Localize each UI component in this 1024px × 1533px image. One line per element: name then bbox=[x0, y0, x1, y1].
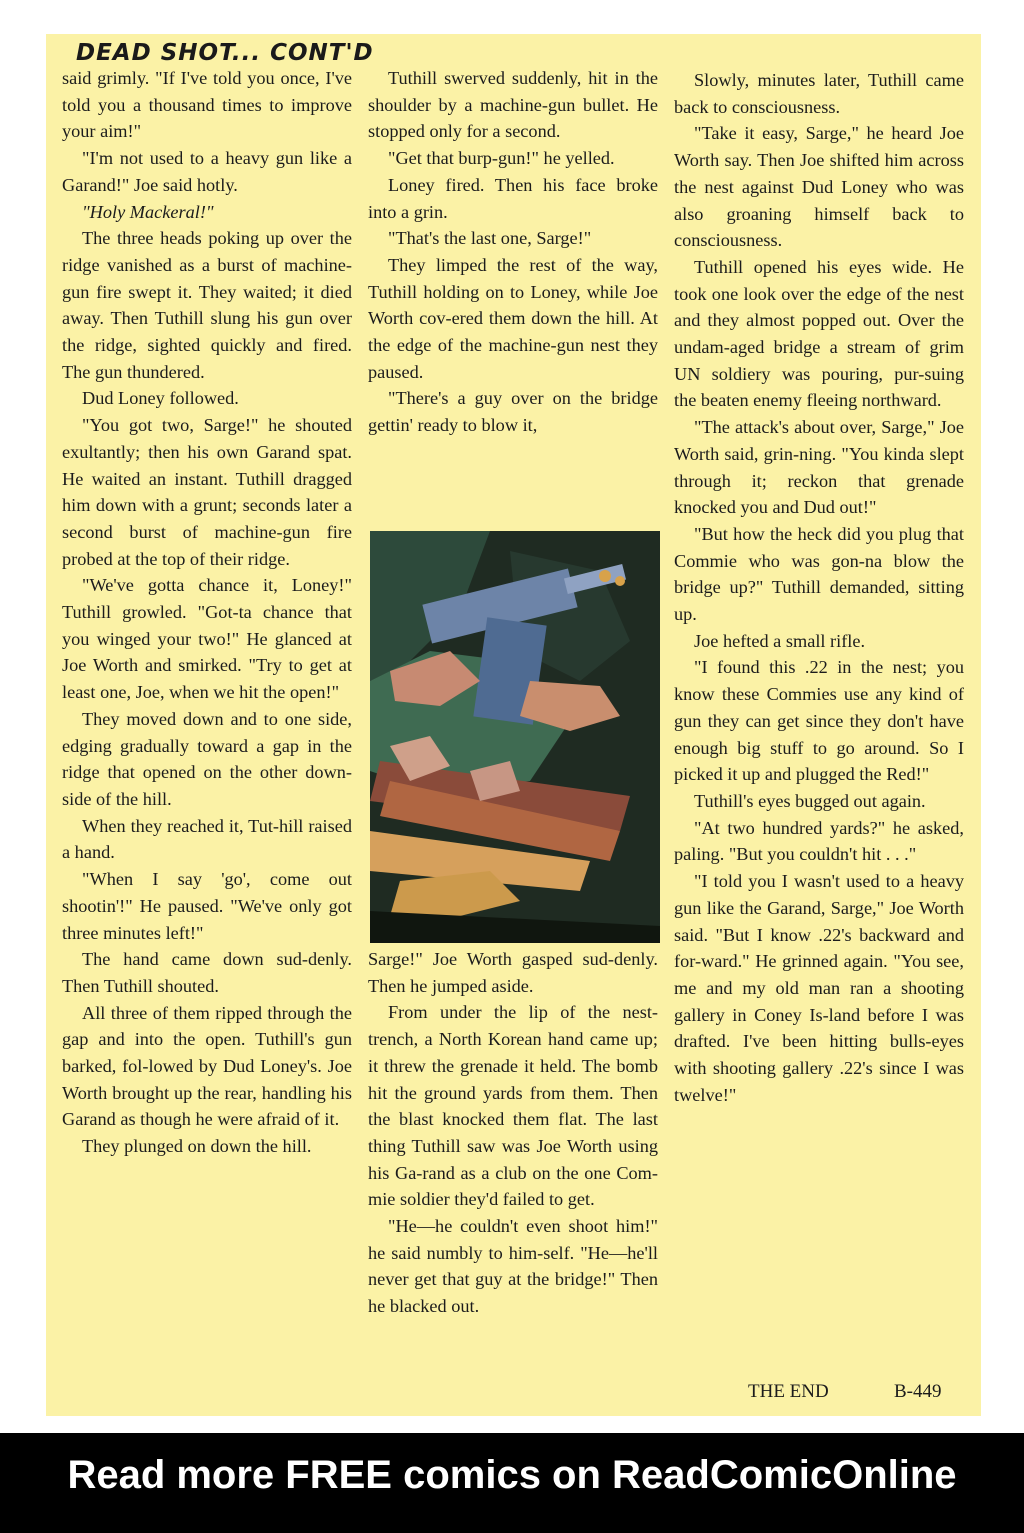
paragraph: From under the lip of the nest-trench, a North Korean hand came up; it threw the grenade it held. The bomb hit the ground yards from them. Then the blast knocked them flat. The last thing Tuthill saw was Joe Worth using his Ga-rand as a club on the one Com-mie soldier they'd failed to get. bbox=[368, 1002, 658, 1210]
paragraph: Slowly, minutes later, Tuthill came back to consciousness. bbox=[674, 70, 964, 117]
paragraph: "There's a guy over on the bridge gettin' ready to blow it, bbox=[368, 388, 658, 436]
paragraph: "I'm not used to a heavy gun like a Garand!" Joe said hotly. bbox=[62, 148, 352, 195]
paragraph: All three of them ripped through the gap and into the open. Tuthill's gun barked, fol-lowed by Dud Loney's. Joe Worth brought up the rear, handling his Garand as though he were afraid of it. bbox=[62, 1002, 352, 1130]
paragraph: The three heads poking up over the ridge vanished as a burst of machine-gun fire swept it. They waited; it died away. Then Tuthill slung his gun over the ridge, sighted quickly and fired. The gun thundered. bbox=[62, 228, 352, 382]
paragraph: "I found this .22 in the nest; you know these Commies use any kind of gun they can get since they don't have enough big stuff to go around. So I picked it up and plugged the Red!" bbox=[674, 657, 964, 785]
paragraph: Dud Loney followed. bbox=[82, 388, 239, 409]
paragraph: "At two hundred yards?" he asked, paling. "But you couldn't hit . . ." bbox=[674, 817, 964, 865]
paragraph: They plunged on down the hill. bbox=[82, 1136, 312, 1157]
paragraph: "That's the last one, Sarge!" bbox=[388, 228, 592, 249]
paragraph: said grimly. "If I've told you once, I've told you a thousand times to improve your aim!" bbox=[62, 68, 352, 142]
paragraph: Tuthill swerved suddenly, hit in the shoulder by a machine-gun bullet. He stopped only for a second. bbox=[368, 68, 658, 142]
paragraph: "We've gotta chance it, Loney!" Tuthill growled. "Got-ta chance that you winged your two!" He glanced at Joe Worth and smirked. "Try to get at least one, Joe, when we hit the open!" bbox=[62, 575, 352, 703]
paragraph: "You got two, Sarge!" he shouted exultantly; then his own Garand spat. He waited an instant. Tuthill dragged him down with a grunt; seconds later a second burst of machine-gun fire probed at the top of their ridge. bbox=[62, 415, 352, 569]
text-column-2-top bbox=[368, 65, 658, 439]
paragraph: They moved down and to one side, edging gradually toward a gap in the ridge that opened on the other down-side of the hill. bbox=[62, 708, 352, 809]
paragraph: "But how the heck did you plug that Commie who was gon-na blow the bridge up?" Tuthill demanded, sitting up. bbox=[674, 523, 964, 625]
weapons-illustration bbox=[370, 531, 660, 943]
paragraph: When they reached it, Tut-hill raised a hand. bbox=[62, 815, 352, 863]
paragraph: "I told you I wasn't used to a heavy gun like the Garand, Sarge," Joe Worth said. "But I know .22's backward and for-ward." He grinned again. "You see, me and my old man ran a shooting gallery in Coney Is-land before I was drafted. I've been hitting bulls-eyes with shooting gallery .22's since I was twelve!" bbox=[674, 871, 964, 1105]
paragraph: "Take it easy, Sarge," he heard Joe Worth say. Then Joe shifted him across the nest against Dud Loney who was also groaning himself back to consciousness. bbox=[674, 123, 964, 251]
paragraph: "Get that burp-gun!" he yelled. bbox=[388, 148, 615, 169]
paragraph: Joe hefted a small rifle. bbox=[694, 630, 866, 651]
paragraph: Tuthill opened his eyes wide. He took one look over the edge of the nest and they almost popped out. Over the undam-aged bridge a stream of grim UN soldiery was pouring, pur-suing the beaten enemy fleeing northward. bbox=[674, 256, 964, 411]
paragraph: Tuthill's eyes bugged out again. bbox=[694, 790, 926, 811]
paragraph: Loney fired. Then his face broke into a grin. bbox=[368, 174, 658, 222]
paragraph: "When I say 'go', come out shootin'!" He paused. "We've only got three minutes left!" bbox=[62, 869, 352, 943]
text-column-1 bbox=[62, 65, 352, 1160]
the-end-label: THE END bbox=[748, 1381, 829, 1402]
paragraph: The hand came down sud-denly. Then Tuthill shouted. bbox=[62, 949, 352, 996]
paragraph: "He—he couldn't even shoot him!" he said numbly to him-self. "He—he'll never get that guy at the bridge!" Then he blacked out. bbox=[368, 1216, 658, 1317]
illustration-panel bbox=[370, 531, 660, 943]
paragraph: "The attack's about over, Sarge," Joe Worth said, grin-ning. "You kinda slept through it; reckon that grenade knocked you and Dud out!" bbox=[674, 417, 964, 518]
text-column-3 bbox=[674, 67, 964, 1108]
page-code: B-449 bbox=[894, 1381, 942, 1402]
paragraph: "Holy Mackeral!" bbox=[82, 201, 214, 222]
paragraph: Sarge!" Joe Worth gasped sud-denly. Then he jumped aside. bbox=[368, 949, 658, 996]
paragraph: They limped the rest of the way, Tuthill holding on to Loney, while Joe Worth cov-ered them down the hill. At the edge of the machine-gun nest they paused. bbox=[368, 254, 658, 382]
text-column-2-bottom bbox=[368, 946, 658, 1320]
footer-banner-text[interactable]: Read more FREE comics on ReadComicOnline bbox=[67, 1453, 957, 1497]
story-title: DEAD SHOT... CONT'D bbox=[76, 40, 374, 66]
